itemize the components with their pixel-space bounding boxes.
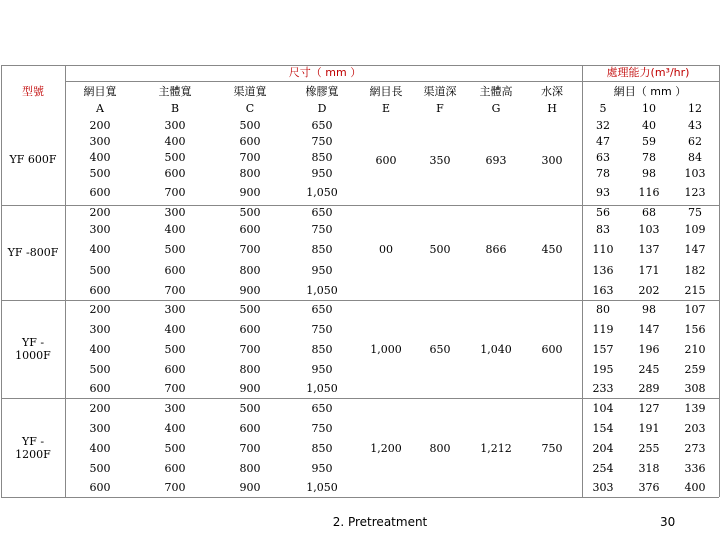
capacity-cell-c12: 43 bbox=[688, 119, 702, 132]
cell-b: 500 bbox=[164, 243, 186, 256]
capacity-cell-c10: 289 bbox=[638, 382, 660, 395]
cell-d: 1,050 bbox=[306, 186, 338, 199]
capacity-cell-c5: 157 bbox=[592, 343, 614, 356]
cell-b: 400 bbox=[164, 135, 186, 148]
capacity-cell-c12: 210 bbox=[684, 343, 706, 356]
cell-b: 300 bbox=[164, 303, 186, 316]
cell-a: 300 bbox=[89, 223, 111, 236]
dimension-e: 600 bbox=[375, 154, 397, 167]
dimension-g: 1,212 bbox=[480, 442, 512, 455]
cell-d: 850 bbox=[311, 442, 333, 455]
capacity-cell-c12: 147 bbox=[684, 243, 706, 256]
cell-a: 300 bbox=[89, 422, 111, 435]
capacity-cell-c5: 254 bbox=[592, 462, 614, 475]
column-letter-a: A bbox=[96, 102, 104, 115]
table-rule bbox=[65, 398, 719, 399]
cell-d: 750 bbox=[311, 223, 333, 236]
capacity-cell-c5: 163 bbox=[592, 284, 614, 297]
cell-d: 1,050 bbox=[306, 284, 338, 297]
cell-d: 650 bbox=[311, 402, 333, 415]
capacity-cell-c10: 40 bbox=[642, 119, 656, 132]
capacity-cell-c12: 75 bbox=[688, 206, 702, 219]
cell-d: 750 bbox=[311, 422, 333, 435]
capacity-cell-c10: 59 bbox=[642, 135, 656, 148]
cell-c: 900 bbox=[239, 186, 261, 199]
cell-c: 700 bbox=[239, 151, 261, 164]
cell-b: 600 bbox=[164, 264, 186, 277]
dimensions-group-header: 尺寸（ mm ） bbox=[288, 66, 362, 79]
capacity-cell-c10: 191 bbox=[638, 422, 660, 435]
cell-d: 850 bbox=[311, 243, 333, 256]
cell-c: 600 bbox=[239, 422, 261, 435]
capacity-cell-c10: 318 bbox=[638, 462, 660, 475]
dimension-f: 350 bbox=[429, 154, 451, 167]
table-rule bbox=[65, 65, 66, 497]
capacity-cell-c10: 171 bbox=[638, 264, 660, 277]
cell-a: 400 bbox=[89, 243, 111, 256]
dimension-h: 300 bbox=[541, 154, 563, 167]
table-rule bbox=[65, 205, 719, 206]
cell-a: 400 bbox=[89, 343, 111, 356]
table-rule bbox=[1, 65, 719, 66]
capacity-cell-c12: 62 bbox=[688, 135, 702, 148]
dimension-h: 750 bbox=[541, 442, 563, 455]
capacity-cell-c12: 336 bbox=[684, 462, 706, 475]
cell-d: 650 bbox=[311, 206, 333, 219]
cell-a: 500 bbox=[89, 264, 111, 277]
cell-c: 900 bbox=[239, 284, 261, 297]
cell-b: 400 bbox=[164, 323, 186, 336]
column-letter-e: E bbox=[381, 102, 391, 115]
capacity-cell-c5: 32 bbox=[596, 119, 610, 132]
cell-d: 650 bbox=[311, 119, 333, 132]
capacity-cell-c10: 103 bbox=[638, 223, 660, 236]
cell-c: 700 bbox=[239, 243, 261, 256]
cell-c: 900 bbox=[239, 382, 261, 395]
capacity-cell-c5: 119 bbox=[592, 323, 614, 336]
cell-a: 200 bbox=[89, 402, 111, 415]
column-header-f: 渠道深 bbox=[423, 85, 457, 98]
cell-d: 1,050 bbox=[306, 481, 338, 494]
dimension-g: 1,040 bbox=[480, 343, 512, 356]
capacity-cell-c12: 103 bbox=[684, 167, 706, 180]
capacity-cell-c10: 376 bbox=[638, 481, 660, 494]
column-letter-h: H bbox=[547, 102, 557, 115]
capacity-cell-c5: 80 bbox=[596, 303, 610, 316]
cell-d: 950 bbox=[311, 363, 333, 376]
column-header-g: 主體高 bbox=[479, 85, 513, 98]
cell-d: 750 bbox=[311, 135, 333, 148]
cell-d: 950 bbox=[311, 264, 333, 277]
cell-b: 600 bbox=[164, 167, 186, 180]
capacity-cell-c5: 47 bbox=[596, 135, 610, 148]
cell-b: 500 bbox=[164, 343, 186, 356]
cell-c: 700 bbox=[239, 343, 261, 356]
cell-c: 800 bbox=[239, 462, 261, 475]
model-label: YF - 1000F bbox=[15, 336, 51, 362]
cell-c: 800 bbox=[239, 264, 261, 277]
cell-b: 600 bbox=[164, 363, 186, 376]
capacity-cell-c12: 84 bbox=[688, 151, 702, 164]
table-rule bbox=[582, 65, 583, 497]
capacity-cell-c12: 273 bbox=[684, 442, 706, 455]
capacity-cell-c5: 56 bbox=[596, 206, 610, 219]
capacity-cell-c5: 104 bbox=[592, 402, 614, 415]
cell-a: 600 bbox=[89, 382, 111, 395]
cell-c: 600 bbox=[239, 223, 261, 236]
cell-d: 950 bbox=[311, 462, 333, 475]
dimension-h: 600 bbox=[541, 343, 563, 356]
cell-a: 500 bbox=[89, 167, 111, 180]
capacity-cell-c5: 83 bbox=[596, 223, 610, 236]
table-rule bbox=[1, 300, 65, 301]
cell-c: 700 bbox=[239, 442, 261, 455]
cell-b: 500 bbox=[164, 442, 186, 455]
cell-d: 850 bbox=[311, 151, 333, 164]
cell-b: 700 bbox=[164, 382, 186, 395]
capacity-cell-c10: 147 bbox=[638, 323, 660, 336]
cell-b: 700 bbox=[164, 186, 186, 199]
section-footer: 2. Pretreatment bbox=[332, 515, 428, 529]
model-label: YF - 1200F bbox=[15, 434, 51, 461]
capacity-cell-c5: 63 bbox=[596, 151, 610, 164]
table-rule bbox=[1, 205, 65, 206]
table-rule bbox=[1, 398, 65, 399]
cell-c: 800 bbox=[239, 167, 261, 180]
table-rule bbox=[65, 81, 719, 82]
table-rule bbox=[1, 497, 719, 498]
capacity-cell-c5: 136 bbox=[592, 264, 614, 277]
cell-a: 300 bbox=[89, 135, 111, 148]
cell-d: 850 bbox=[311, 343, 333, 356]
capacity-cell-c12: 109 bbox=[684, 223, 706, 236]
page-number: 30 bbox=[660, 515, 676, 529]
capacity-cell-c12: 308 bbox=[684, 382, 706, 395]
column-header-h: 水深 bbox=[541, 85, 563, 98]
model-column-header: 型號 bbox=[22, 85, 44, 98]
cell-b: 400 bbox=[164, 422, 186, 435]
cell-b: 300 bbox=[164, 206, 186, 219]
dimension-e: 1,200 bbox=[370, 442, 402, 455]
cell-a: 500 bbox=[89, 462, 111, 475]
cell-a: 200 bbox=[89, 206, 111, 219]
cell-a: 200 bbox=[89, 119, 111, 132]
cell-b: 700 bbox=[164, 284, 186, 297]
capacity-cell-c5: 303 bbox=[592, 481, 614, 494]
dimension-f: 500 bbox=[429, 243, 451, 256]
dimension-e: 1,000 bbox=[370, 343, 402, 356]
dimension-e: 00 bbox=[379, 243, 393, 256]
capacity-cell-c12: 400 bbox=[684, 481, 706, 494]
cell-a: 600 bbox=[89, 284, 111, 297]
cell-a: 300 bbox=[89, 323, 111, 336]
dimension-g: 693 bbox=[485, 154, 507, 167]
capacity-cell-c10: 127 bbox=[638, 402, 660, 415]
column-letter-c: C bbox=[245, 102, 255, 115]
model-label: YF -800F bbox=[7, 245, 59, 259]
capacity-cell-c10: 68 bbox=[642, 206, 656, 219]
capacity-group-header: 處理能力(m³/hr) bbox=[606, 66, 690, 79]
capacity-cell-c12: 182 bbox=[684, 264, 706, 277]
capacity-cell-c10: 196 bbox=[638, 343, 660, 356]
capacity-cell-c12: 123 bbox=[684, 186, 706, 199]
cell-a: 500 bbox=[89, 363, 111, 376]
capacity-cell-c12: 107 bbox=[684, 303, 706, 316]
model-label: YF 600F bbox=[9, 153, 57, 166]
cell-c: 800 bbox=[239, 363, 261, 376]
column-header-c: 渠道寬 bbox=[233, 85, 267, 98]
capacity-cell-c10: 255 bbox=[638, 442, 660, 455]
capacity-cell-c12: 139 bbox=[684, 402, 706, 415]
capacity-cell-c10: 116 bbox=[638, 186, 660, 199]
mesh-size-12: 12 bbox=[688, 102, 702, 115]
capacity-cell-c12: 215 bbox=[684, 284, 706, 297]
cell-a: 400 bbox=[89, 442, 111, 455]
capacity-cell-c10: 98 bbox=[642, 303, 656, 316]
capacity-cell-c10: 202 bbox=[638, 284, 660, 297]
column-letter-g: G bbox=[491, 102, 501, 115]
capacity-cell-c10: 98 bbox=[642, 167, 656, 180]
cell-d: 1,050 bbox=[306, 382, 338, 395]
capacity-cell-c5: 204 bbox=[592, 442, 614, 455]
cell-c: 600 bbox=[239, 135, 261, 148]
column-header-d: 橡膠寬 bbox=[305, 85, 339, 98]
dimension-f: 650 bbox=[429, 343, 451, 356]
cell-c: 500 bbox=[239, 206, 261, 219]
capacity-cell-c5: 110 bbox=[592, 243, 614, 256]
table-rule bbox=[1, 65, 2, 497]
table-rule bbox=[65, 300, 719, 301]
dimension-h: 450 bbox=[541, 243, 563, 256]
mesh-size-header: 網目（ mm ） bbox=[613, 85, 687, 98]
mesh-size-5: 5 bbox=[599, 102, 607, 115]
dimension-f: 800 bbox=[429, 442, 451, 455]
cell-a: 600 bbox=[89, 481, 111, 494]
cell-c: 500 bbox=[239, 402, 261, 415]
cell-c: 500 bbox=[239, 303, 261, 316]
cell-b: 700 bbox=[164, 481, 186, 494]
cell-c: 500 bbox=[239, 119, 261, 132]
capacity-cell-c5: 154 bbox=[592, 422, 614, 435]
cell-d: 950 bbox=[311, 167, 333, 180]
capacity-cell-c12: 156 bbox=[684, 323, 706, 336]
column-letter-b: B bbox=[170, 102, 180, 115]
column-header-e: 網目長 bbox=[369, 85, 403, 98]
capacity-cell-c5: 93 bbox=[596, 186, 610, 199]
mesh-size-10: 10 bbox=[642, 102, 656, 115]
column-letter-d: D bbox=[317, 102, 327, 115]
capacity-cell-c5: 233 bbox=[592, 382, 614, 395]
cell-d: 650 bbox=[311, 303, 333, 316]
cell-b: 300 bbox=[164, 119, 186, 132]
cell-d: 750 bbox=[311, 323, 333, 336]
capacity-cell-c10: 137 bbox=[638, 243, 660, 256]
cell-c: 600 bbox=[239, 323, 261, 336]
column-letter-f: F bbox=[436, 102, 444, 115]
dimension-g: 866 bbox=[485, 243, 507, 256]
capacity-cell-c12: 259 bbox=[684, 363, 706, 376]
capacity-cell-c5: 78 bbox=[596, 167, 610, 180]
capacity-cell-c10: 245 bbox=[638, 363, 660, 376]
cell-b: 600 bbox=[164, 462, 186, 475]
cell-b: 500 bbox=[164, 151, 186, 164]
cell-b: 400 bbox=[164, 223, 186, 236]
column-header-b: 主體寬 bbox=[158, 85, 192, 98]
cell-a: 200 bbox=[89, 303, 111, 316]
capacity-cell-c12: 203 bbox=[684, 422, 706, 435]
capacity-cell-c5: 195 bbox=[592, 363, 614, 376]
capacity-cell-c10: 78 bbox=[642, 151, 656, 164]
cell-a: 600 bbox=[89, 186, 111, 199]
cell-b: 300 bbox=[164, 402, 186, 415]
cell-a: 400 bbox=[89, 151, 111, 164]
cell-c: 900 bbox=[239, 481, 261, 494]
column-header-a: 網目寬 bbox=[83, 85, 117, 98]
